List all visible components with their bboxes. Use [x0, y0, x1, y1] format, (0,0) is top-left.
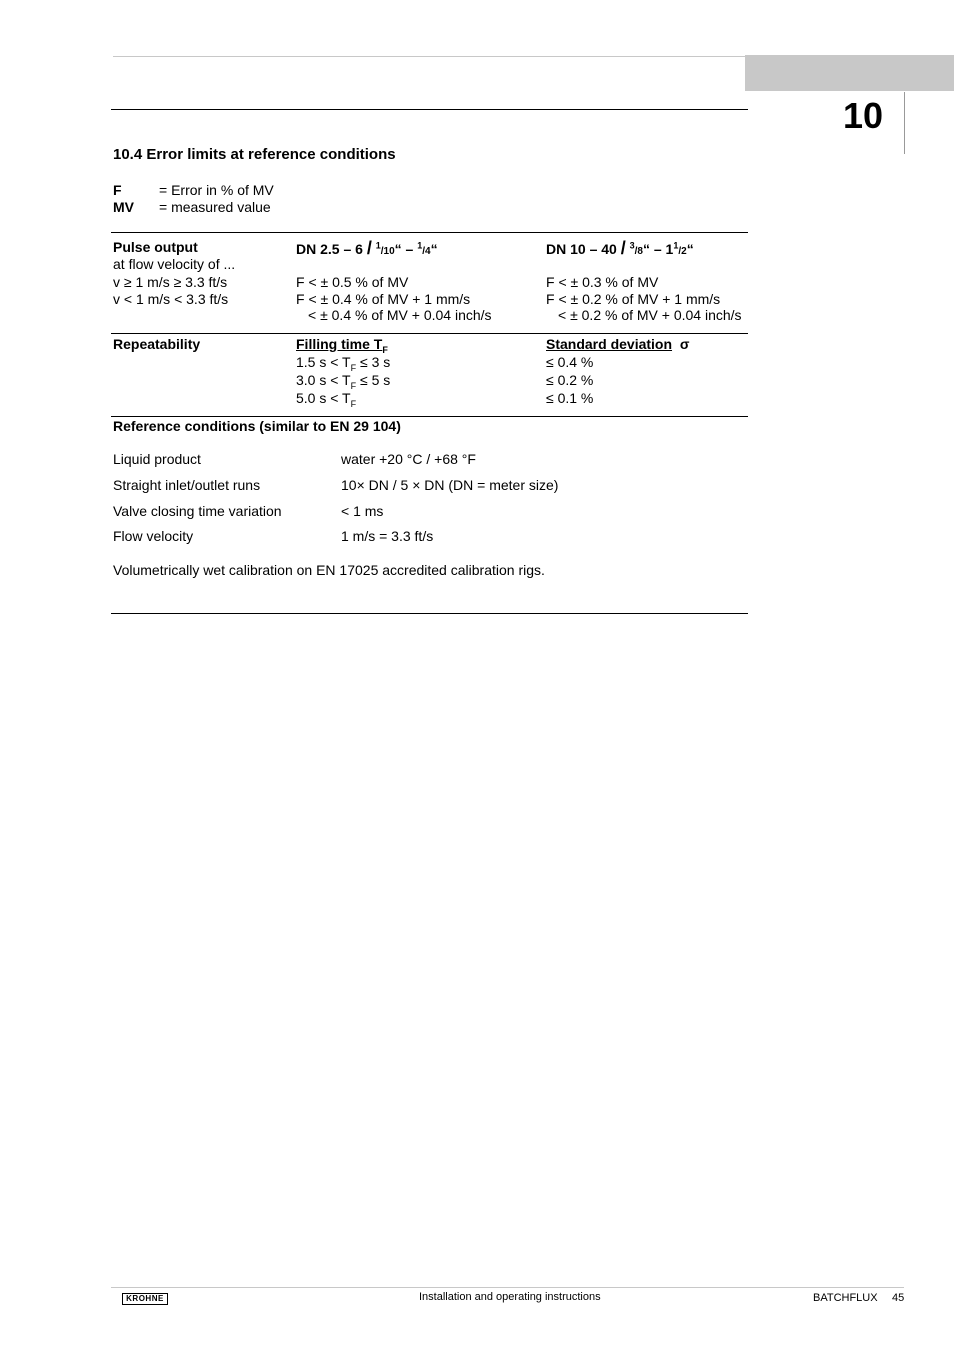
filling-time-sub: F — [382, 344, 388, 355]
pulse-col2-end: “ — [686, 241, 694, 257]
table-rule-1 — [111, 232, 748, 233]
footer-product: BATCHFLUX — [813, 1292, 878, 1304]
pulse-col2-mid: “ – 1 — [642, 241, 674, 257]
legend-text-mv: = measured value — [159, 199, 271, 215]
table-rule-2 — [111, 333, 748, 334]
std-dev-title: Standard deviation — [546, 336, 673, 352]
filling-row-2 — [296, 372, 390, 391]
filling-row-3 — [296, 390, 356, 409]
pulse-col2-b-num: 1 — [673, 240, 679, 251]
pulse-col2-dn: DN 10 – 40 — [546, 241, 621, 257]
pulse-col2-slash: / — [620, 238, 626, 258]
pulse-col1-a-den: /10 — [380, 246, 395, 257]
calibration-note: Volumetrically wet calibration on EN 17025 accredited calibration rigs. — [113, 562, 545, 578]
reference-label-liquid: Liquid product — [113, 451, 201, 467]
krohne-logo: KROHNE — [122, 1293, 168, 1305]
pulse-col1-b-den: /4 — [422, 246, 431, 257]
std-row-1: ≤ 0.4 % — [546, 354, 594, 370]
filling-row-2-b: ≤ 5 s — [356, 372, 391, 388]
std-row-3: ≤ 0.1 % — [546, 390, 594, 406]
filling-time-header — [296, 336, 388, 355]
legend-text-f: = Error in % of MV — [159, 182, 274, 198]
filling-row-1-sub: F — [350, 362, 357, 373]
pulse-col2-a-den: /8 — [634, 246, 643, 257]
pulse-row-1-label: v ≥ 1 m/s ≥ 3.3 ft/s — [113, 274, 228, 290]
pulse-sublabel: at flow velocity of ... — [113, 256, 236, 272]
table-rule-3 — [111, 416, 748, 417]
pulse-col2-b-den: /2 — [678, 246, 687, 257]
pulse-col1-dn: DN 2.5 – 6 — [296, 241, 367, 257]
std-dev-symbol: σ — [679, 336, 690, 352]
repeat-label: Repeatability — [113, 336, 201, 352]
pulse-col2-value-2: F < ± 0.2 % of MV + 1 mm/s — [546, 291, 721, 307]
legend-key-f: F — [113, 182, 122, 198]
reference-label-valve: Valve closing time variation — [113, 503, 282, 519]
pulse-col1-value-3: < ± 0.4 % of MV + 0.04 inch/s — [308, 307, 492, 323]
filling-row-1-b: ≤ 3 s — [356, 354, 391, 370]
pulse-col1-end: “ — [430, 241, 438, 257]
pulse-col1-b-num: 1 — [417, 240, 423, 251]
filling-row-2-a: 3.0 s < T — [296, 372, 351, 388]
pulse-col1-header — [296, 238, 438, 259]
chapter-tab — [745, 55, 954, 91]
pulse-col2-header — [546, 238, 694, 259]
header-rule — [111, 109, 748, 110]
pulse-col1-a-num: 1 — [375, 240, 381, 251]
footer-page-number: 45 — [892, 1292, 905, 1304]
std-dev-header — [546, 336, 689, 352]
pulse-col2-value-3: < ± 0.2 % of MV + 0.04 inch/s — [558, 307, 742, 323]
filling-row-3-sub: F — [350, 398, 357, 409]
pulse-col1-mid: “ – — [394, 241, 418, 257]
std-row-2: ≤ 0.2 % — [546, 372, 594, 388]
reference-title: Reference conditions (similar to EN 29 104) — [113, 418, 401, 434]
pulse-col1-value-1: F < ± 0.5 % of MV — [296, 274, 409, 290]
pulse-col2-a-num: 3 — [629, 240, 635, 251]
pulse-row-2-label: v < 1 m/s < 3.3 ft/s — [113, 291, 229, 307]
filling-row-1-a: 1.5 s < T — [296, 354, 351, 370]
filling-time-title: Filling time T — [296, 336, 383, 352]
footer-rule — [111, 1287, 904, 1288]
pulse-label: Pulse output — [113, 239, 198, 255]
reference-value-velocity: 1 m/s = 3.3 ft/s — [341, 528, 434, 544]
pulse-col1-value-2: F < ± 0.4 % of MV + 1 mm/s — [296, 291, 471, 307]
chapter-divider — [904, 92, 905, 154]
header-rule-top — [113, 56, 745, 57]
section-title: 10.4 Error limits at reference conditions — [113, 146, 396, 163]
reference-value-runs: 10× DN / 5 × DN (DN = meter size) — [341, 477, 559, 493]
reference-value-valve: < 1 ms — [341, 503, 384, 519]
legend-key-mv: MV — [113, 199, 134, 215]
pulse-col2-value-1: F < ± 0.3 % of MV — [546, 274, 659, 290]
reference-label-runs: Straight inlet/outlet runs — [113, 477, 261, 493]
footer-center-text: Installation and operating instructions — [419, 1291, 601, 1303]
filling-row-2-sub: F — [350, 380, 357, 391]
filling-row-1 — [296, 354, 390, 373]
reference-label-velocity: Flow velocity — [113, 528, 194, 544]
chapter-number: 10 — [843, 95, 884, 136]
pulse-col1-slash: / — [366, 238, 372, 258]
table-rule-4 — [111, 613, 748, 614]
filling-row-3-a: 5.0 s < T — [296, 390, 351, 406]
reference-value-liquid: water +20 °C / +68 °F — [341, 451, 476, 467]
